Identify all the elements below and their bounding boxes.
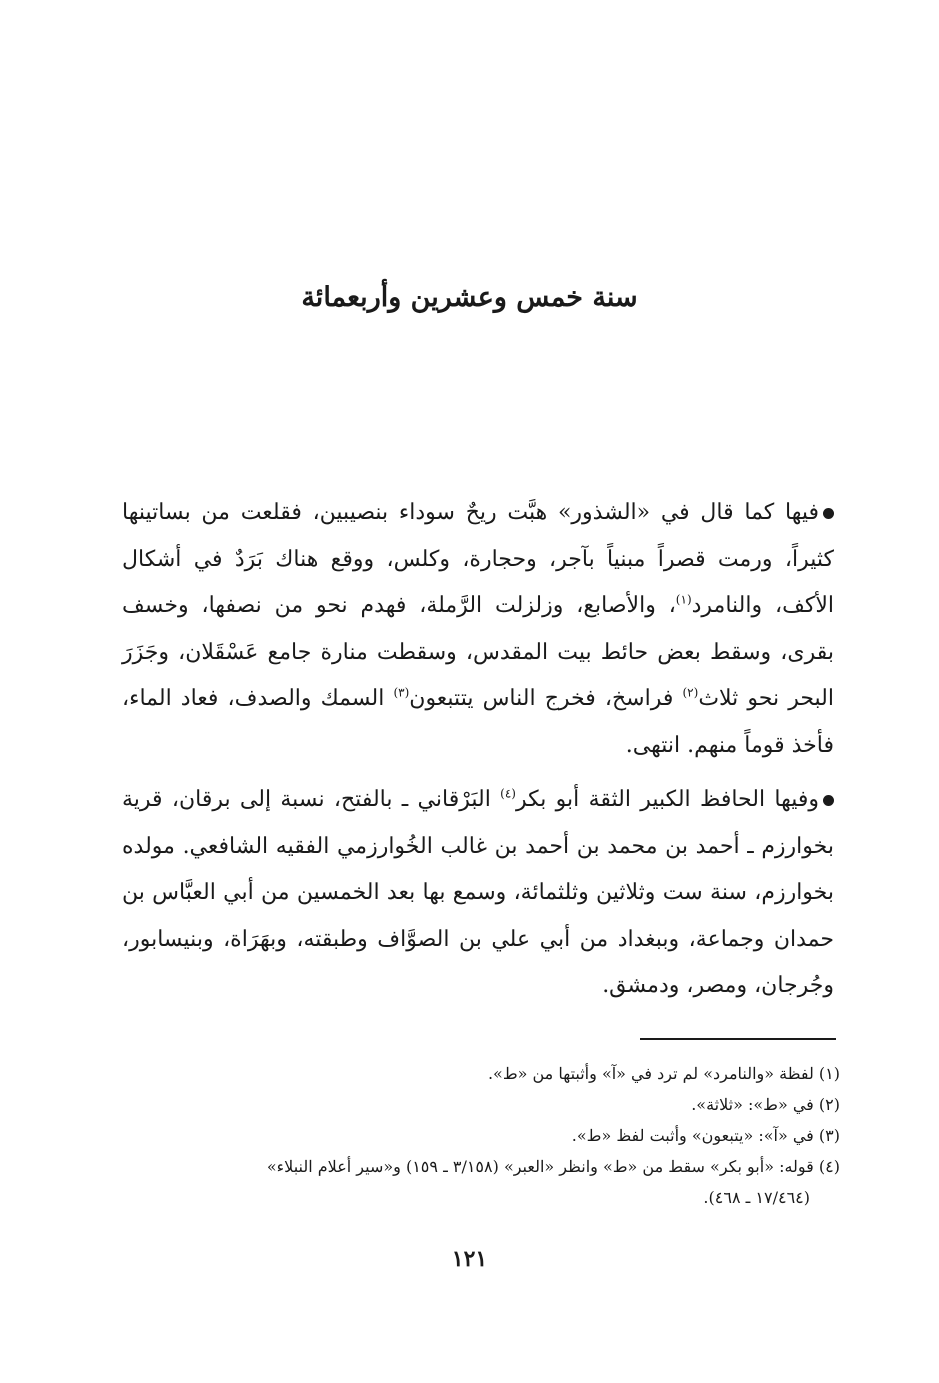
footnote-ref-4: (٤) bbox=[500, 786, 516, 801]
footnote-1: (١) لفظة «والنامرد» لم ترد في «آ» وأثبتها من «ط». bbox=[487, 1064, 840, 1083]
footnote-ref-2: (٢) bbox=[682, 685, 699, 700]
footnote-4-continuation: (١٧/٤٦٤ ـ ٤٦٨). bbox=[703, 1188, 810, 1207]
paragraph-2-text-a: وفيها الحافظ الكبير الثقة أبو بكر bbox=[515, 787, 820, 812]
chapter-title: سنة خمس وعشرين وأربعمائة bbox=[301, 282, 638, 313]
footnotes bbox=[122, 1058, 840, 1213]
bullet-icon bbox=[823, 508, 834, 519]
footnote-ref-1: (١) bbox=[675, 592, 692, 607]
paragraph-2 bbox=[122, 777, 834, 1010]
footnote-4: (٤) قوله: «أبو بكر» سقط من «ط» وانظر «العبر» (٣/١٥٨ ـ ١٥٩) و«سير أعلام النبلاء» bbox=[266, 1157, 840, 1176]
footnote-2: (٢) في «ط»: «ثلاثة». bbox=[691, 1095, 840, 1114]
paragraph-1-text-d: السمك والصدف، فعاد الماء، فأخذ قوماً منهم. انتهى. bbox=[122, 686, 834, 758]
paragraph-1-text-b: ، والأصابع، وزلزلت الرَّملة، فهدم نحو من نصفها، وخسف بقرى، وسقط بعض حائط بيت المقدس، وسقطت منارة جامع عَسْقَلان، وجَزَرَ البحر نحو ثلاث bbox=[122, 593, 834, 711]
paragraph-2-text-b: البَرْقاني ـ بالفتح، نسبة إلى برقان، قرية بخوارزم ـ أحمد بن محمد بن أحمد بن غالب الخُوارزمي الفقيه الشافعي. مولده بخوارزم، سنة ست وثلاثين وثلثمائة، وسمع بها بعد الخمسين من أبي العبَّاس بن حمدان وجماعة، وببغداد من أبي علي بن الصوَّاف وطبقته، وبهَرَاة، وبنيسابور، وجُرجان، ومصر، ودمشق. bbox=[122, 787, 834, 998]
paragraph-1-text-c: فراسخ، فخرج الناس يتتبعون bbox=[409, 686, 683, 711]
footnote-3: (٣) في «آ»: «يتبعون» وأثبت لفظ «ط». bbox=[571, 1126, 840, 1145]
footnote-divider bbox=[640, 1038, 836, 1040]
bullet-icon bbox=[823, 795, 834, 806]
main-text bbox=[122, 490, 834, 1010]
page-number: ١٢١ bbox=[451, 1246, 488, 1272]
paragraph-1-text-a: فيها كما قال في «الشذور» هبَّت ريحٌ سوداء بنصيبين، فقلعت من بساتينها كثيراً، ورمت قصراً مبنياً بآجر، وحجارة، وكلس، ووقع هناك بَرَدٌ في أشكال الأكف، والنامرد bbox=[122, 500, 834, 618]
paragraph-1 bbox=[122, 490, 834, 769]
footnote-ref-3: (٣) bbox=[393, 685, 410, 700]
